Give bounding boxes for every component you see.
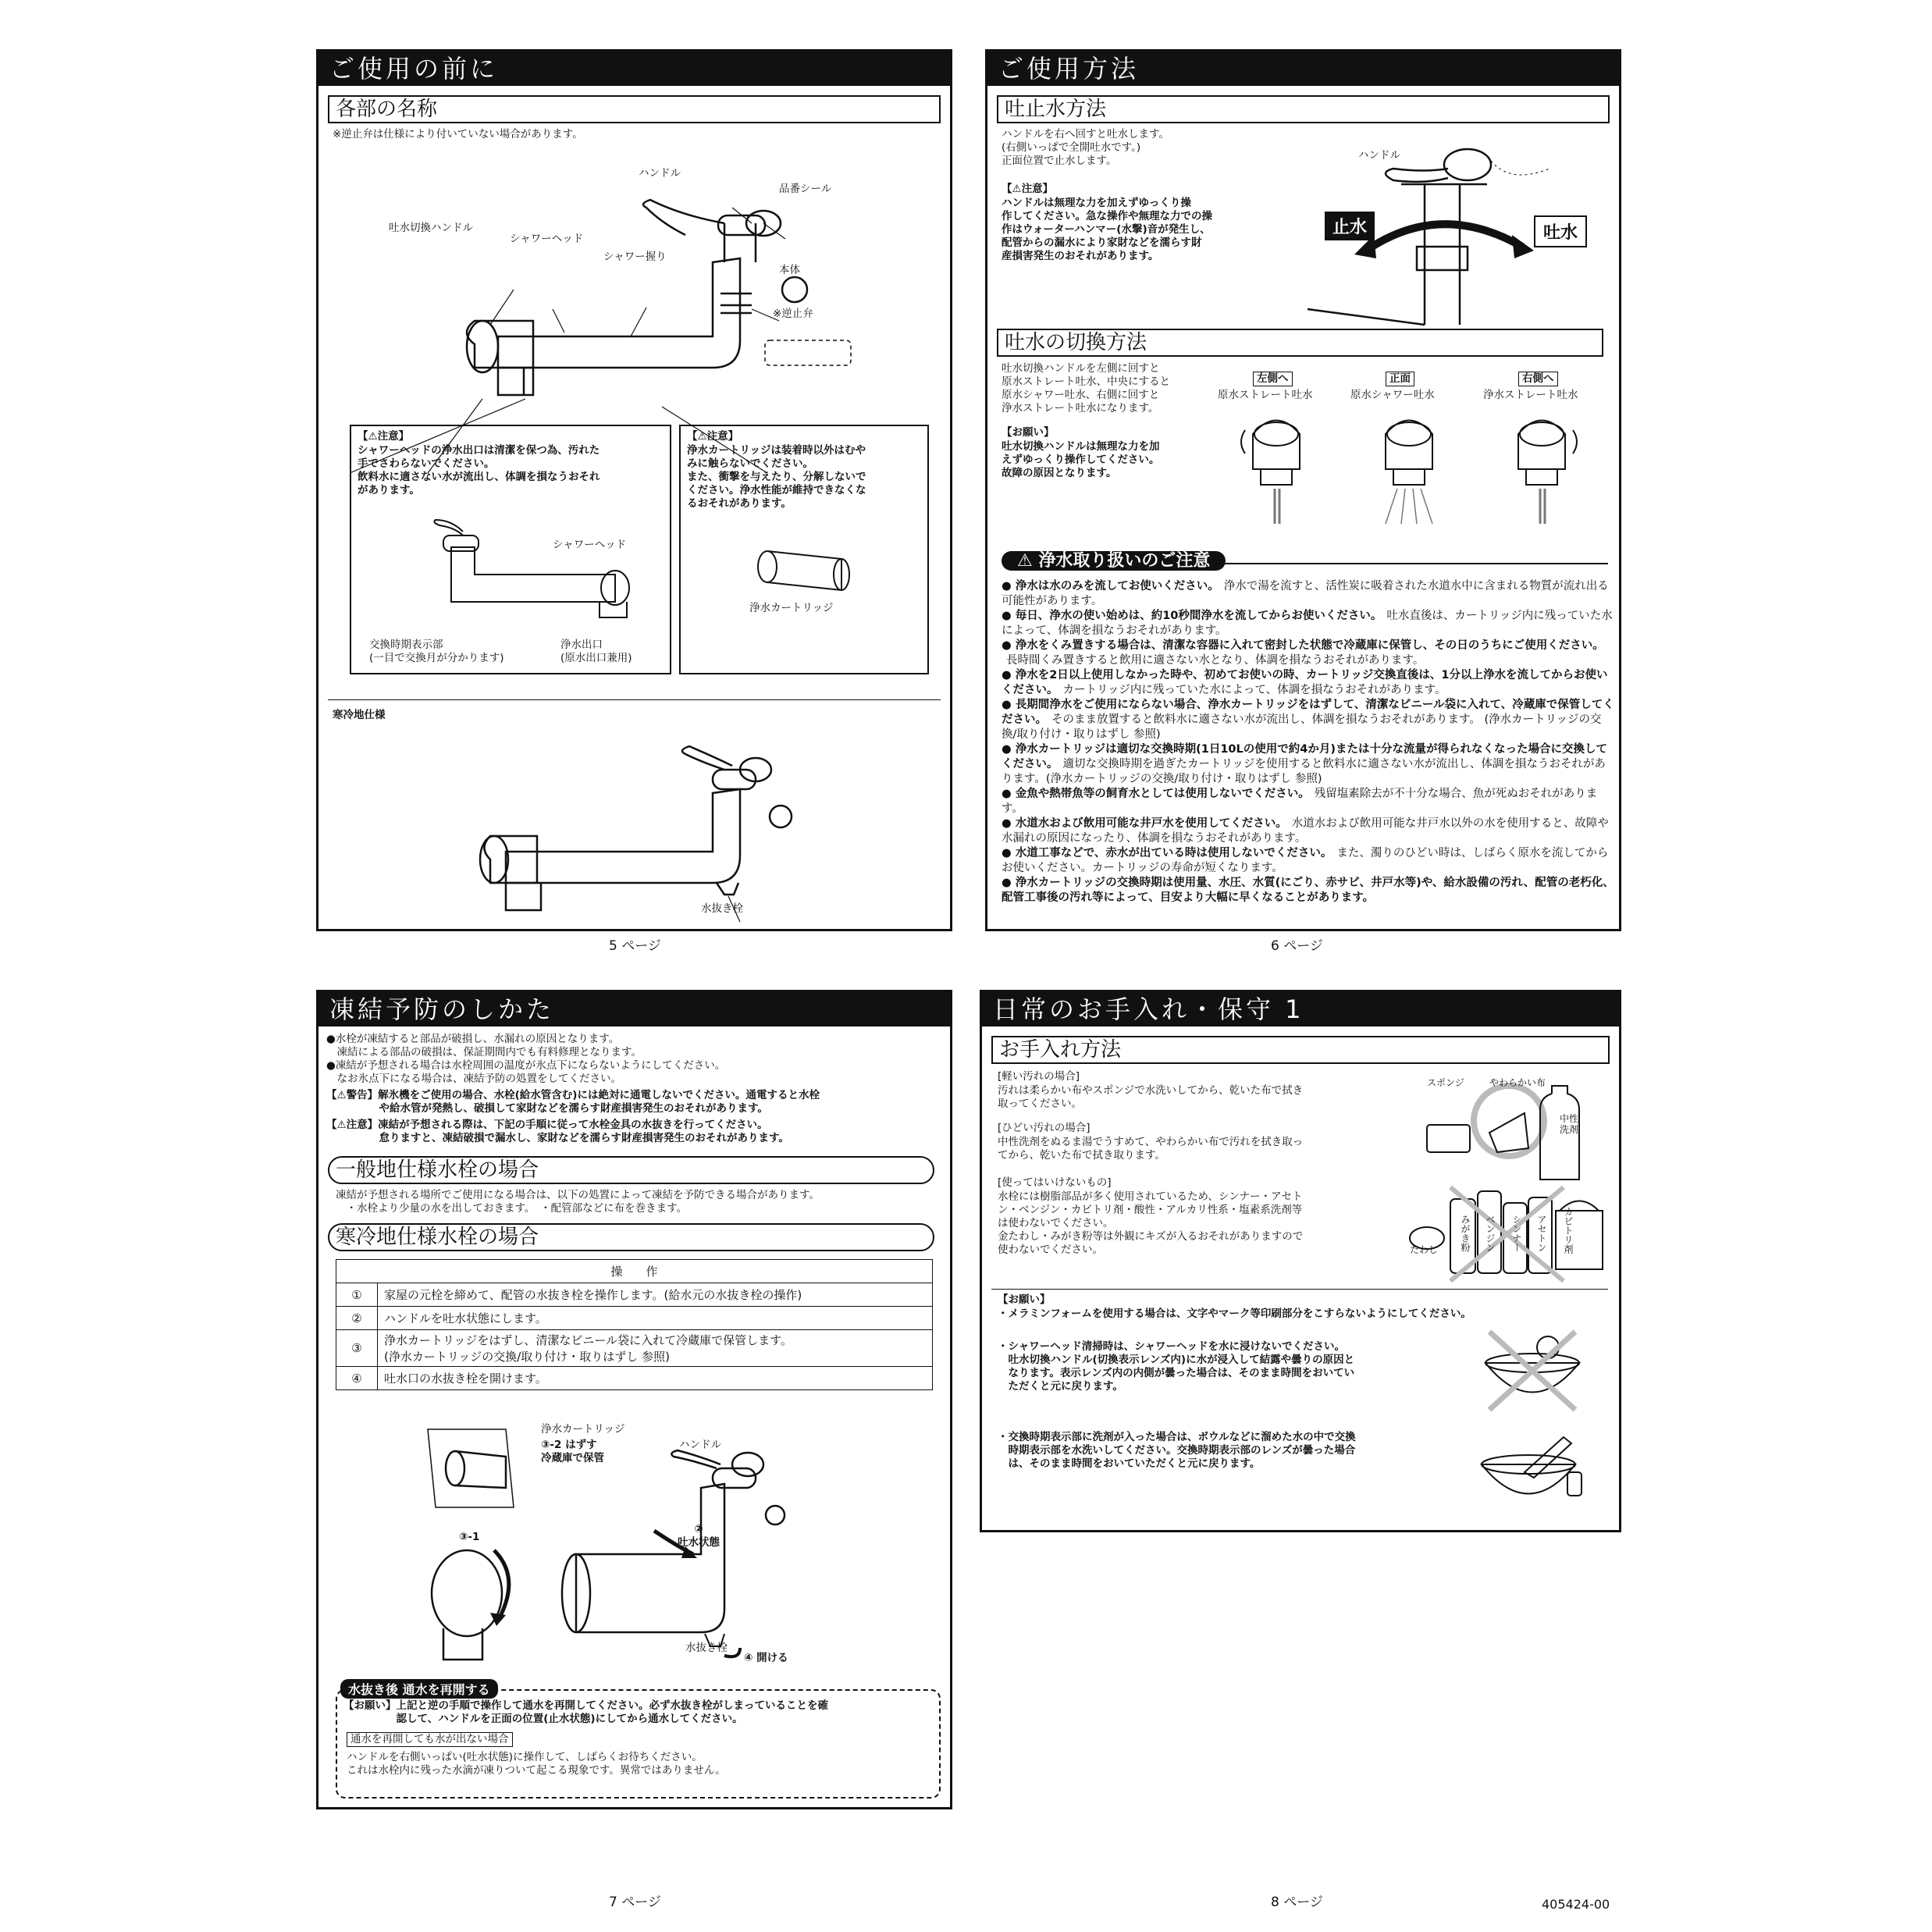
step-text: 吐水口の水抜き栓を開けます。 [378,1367,933,1390]
detergent-label: 中性 洗剤 [1560,1113,1579,1135]
migaki-label: みがき粉 [1460,1215,1471,1252]
notice-item [1002,668,1614,698]
step-number: ③ [336,1330,378,1367]
mode-name: 原水シャワー吐水 [1350,389,1435,401]
mode-name: 原水ストレート吐水 [1218,389,1313,401]
label-shower-grip: シャワー握り [603,251,667,263]
notice-item [1002,639,1614,668]
notice-heading: ● 浄水は水のみを流してお使いください。 [1002,580,1219,592]
forbidden-items-illustration [1404,1176,1606,1285]
page-6-panel [985,49,1621,931]
notice-detail: また、濁りのひどい時は、しばらく原水を流してからお使いください。カートリッジの寿命が短くなります。 [1002,847,1609,874]
cold-spec-title: 寒冷地仕様 [333,709,386,721]
caution-text: 【⚠注意】凍結が予想される際は、下記の手順に従って水栓金具の水抜きを行ってください。 怠りますと、凍結破損で漏水し、家財などを濡らす財産損害発生のおそれがあります。 [326,1119,789,1144]
table-row [336,1367,933,1390]
label-seal: 品番シール [779,183,832,195]
step-number: ② [336,1307,378,1330]
step-number: ① [336,1283,378,1307]
nouse-text: 水栓には樹脂部品が多く使用されているため、シンナー・アセト ン・ベンジン・カビトリ剤・酸性・アルカリ性系・塩素系洗剤等 は使わないでください。 金たわし・みがき粉等は外観にキズが入るおそれがありますので 使わないでください。 [998,1190,1304,1256]
notice-detail: 適切な交換時期を過ぎたカートリッジを使用すると飲料水に適さない水が流出し、体調を損なうおそれがあります。(浄水カートリッジの交換/取り付け・取りはずし 参照) [1002,758,1606,785]
bowl-wash-illustration [1478,1429,1587,1515]
notice-list [1002,579,1614,906]
request-3: ・交換時期表示部に洗剤が入った場合は、ボウルなどに溜めた水の中で交換 時期表示部を水洗いしてください。交換時期表示部のレンズが曇った場合 は、そのまま時間をおいていただくと元に戻ります。 [998,1431,1356,1470]
table-header: 操 作 [336,1260,933,1283]
notice-item [1002,742,1614,787]
light-text: 汚れは柔らかい布やスポンジで水洗いしてから、乾いた布で拭き 取ってください。 [998,1084,1304,1110]
spray-mode-icon [1495,411,1589,528]
heavy-text: 中性洗剤をぬるま湯でうすめて、やわらかい布で汚れを拭き取っ てから、乾いた布で拭き取ります。 [998,1136,1304,1162]
table-row [336,1283,933,1307]
spray-mode-icon [1229,411,1323,528]
section-title-1: 吐止水方法 [997,95,1610,123]
detail-label-shower-head: シャワーヘッド [553,539,627,551]
page-8-panel [980,990,1621,1532]
section-title: 各部の名称 [328,95,941,123]
page-title: 日常のお手入れ・保守 1 [982,992,1619,1026]
flow-tag: 吐水 [1534,215,1587,247]
caution-right-head: 【⚠注意】 [687,430,739,443]
fig-step3-2: ③-2 はずす 冷蔵庫で保管 [541,1439,604,1464]
sec1-text: ハンドルを右へ回すと吐水します。 (右側いっぱで全開吐水です。) 正面位置で止水します。 [1002,128,1169,167]
document-code: 405424-00 [1542,1897,1610,1912]
drain-label: 水抜き栓 [701,902,743,915]
label-handle: ハンドル [639,167,681,180]
shower-head-detail-illustration [420,516,654,625]
label-check-valve: ※逆止弁 [773,308,813,320]
fig-cartridge-label: 浄水カートリッジ [541,1423,625,1436]
page-title: 凍結予防のしかた [318,992,950,1026]
label-shower-head: シャワーヘッド [510,233,584,245]
fig-step2: ② 吐水状態 [678,1523,720,1549]
notice-heading: ● 毎日、浄水の使い始めは、約10秒間浄水を流してからお使いください。 [1002,610,1382,622]
notice-rule [1222,563,1608,564]
notice-detail: 残留塩素除去が不十分な場合、魚が死ぬおそれがあります。 [1002,788,1598,815]
step-number: ④ [336,1367,378,1390]
heavy-head: [ひどい汚れの場合] [998,1122,1091,1134]
thinner-label: シンナー [1511,1215,1522,1252]
acetone-label: アセトン [1536,1215,1547,1252]
notice-detail: カートリッジ内に残っていた水によって、体調を損なうおそれがあります。 [1062,684,1446,696]
page-title: ご使用方法 [987,52,1619,86]
cloth-label: やわらかい布 [1489,1077,1546,1088]
sec1-text: 凍結が予想される場所でご使用になる場合は、以下の処置によって凍結を予防できる場合があります。 ・水栓より少量の水を出しておきます。 ・配管部などに布を巻きます。 [336,1189,820,1215]
section-title: お手入れ方法 [991,1036,1610,1064]
note-text: ※逆止弁は仕様により付いていない場合があります。 [333,128,583,141]
page-number-8: 8 ページ [1271,1895,1323,1910]
table-row [336,1330,933,1367]
divider [328,699,941,700]
intro-text: ●水栓が凍結すると部品が破損し、水漏れの原因となります。 凍結による部品の破損は、保証期間内でも有料修理となります。 ●凍結が予想される場合は水栓周囲の温度が氷点下にならないようにしてください。 なお氷点下になる場合は、凍結予防の処置をしてください。 [326,1033,726,1085]
notice-detail: 水道水および飲用可能な井戸水以外の水を使用すると、故障や水漏れの原因になったり、体調を損なうおそれがあります。 [1002,817,1609,845]
notice-title: ⚠ 浄水取り扱いのご注意 [1002,551,1226,571]
cold-faucet-illustration [490,723,802,910]
resume-tag: 水抜き後 通水を再開する [340,1679,498,1699]
mode-position-tag: 右側へ [1518,372,1558,386]
faucet-illustration [318,145,955,473]
page-5-panel [316,49,952,931]
notice-item [1002,787,1614,817]
resume-box-title: 通水を再開しても水が出ない場合 [347,1732,513,1747]
fig-drain-label: 水抜き栓 [685,1642,728,1654]
kabitori-label: カビトリ剤 [1563,1207,1574,1254]
notice-heading: ● 水道水および飲用可能な井戸水を使用してください。 [1002,817,1287,830]
caution-left-text: シャワーヘッドの浄水出口は清潔を保つ為、汚れた 手でさわらないでください。 飲料水に適さない水が流出し、体調を損なうおそれ があります。 [358,444,600,496]
notice-heading: ● 浄水カートリッジは適切な交換時期(1日10Lの使用で約4か月)または十分な流量が得られなくなった場合に交換してください。 [1002,743,1607,770]
handle-label: ハンドル [1358,149,1400,162]
drain-procedure-illustration [420,1414,857,1687]
fig-step3-1: ③-1 [459,1531,480,1543]
notice-heading: ● 浄水カートリッジの交換時期は使用量、水圧、水質(にごり、赤サビ、井戸水等)や、給水設備の汚れ、配管の老朽化、配管工事後の汚れ等によって、目安より大幅に早くなることがあります。 [1002,877,1614,904]
warning-text: 【⚠警告】解氷機をご使用の場合、水栓(給水管含む)には絶対に通電しないでください。通電すると水栓 や給水管が発熱し、破損して家財などを濡らす財産損害発生のおそれがあります。 [326,1089,820,1115]
mode-name: 浄水ストレート吐水 [1483,389,1578,401]
notice-detail: 吐水直後は、カートリッジ内に残っていた水によって、体調を損なうおそれがあります。 [1002,610,1613,637]
resume-text: ハンドルを右側いっぱい(吐水状態)に操作して、しばらくお待ちください。 これは水栓内に残った水滴が凍りついて起こる現象です。異常ではありません。 [347,1751,726,1777]
caution-left-head: 【⚠注意】 [358,430,410,443]
notice-heading: ● 長期間浄水をご使用にならない場合、浄水カートリッジをはずして、清潔なビニール袋に入れて、冷蔵庫で保管してください。 [1002,699,1614,726]
notice-item [1002,609,1614,639]
request-2: ・シャワーヘッド清掃時は、シャワーヘッドを水に浸けないでください。 吐水切換ハンドル(切換表示レンズ内)に水が浸入して結露や曇りの原因と なります。表示レンズ内の内側が曇った場合は、そのまま時間をおいてい ただくと元に戻ります。 [998,1340,1355,1393]
cartridge-illustration [756,547,857,594]
tawashi-label: たわし [1410,1244,1439,1255]
fig-step4: ④ 開ける [744,1652,788,1664]
section-title-2: 寒冷地仕様水栓の場合 [328,1223,934,1251]
benzine-label: ベンジン [1485,1215,1496,1252]
notice-heading: ● 浄水をくみ置きする場合は、清潔な容器に入れて密封した状態で冷蔵庫に保管し、その日のうちにご使用ください。 [1002,639,1604,652]
page-title: ご使用の前に [318,52,950,86]
notice-item [1002,579,1614,609]
detail-label-indicator: 交換時期表示部 (一目で交換月が分かります) [369,639,504,664]
sec1-caution-text: ハンドルは無理な力を加えずゆっくり操 作してください。急な操作や無理な力での操 作はウォーターハンマー(水撃)音が発生し、 配管からの漏水により家財などを濡らす財 産損害発生のおそれがあります。 [1002,197,1212,262]
step-text: 家屋の元栓を締めて、配管の水抜き栓を操作します。(給水元の水抜き栓の操作) [378,1283,933,1307]
divider [991,1289,1608,1290]
notice-heading: ● 金魚や熱帯魚等の飼育水としては使用しないでください。 [1002,788,1310,800]
table-row [336,1307,933,1330]
notice-item [1002,817,1614,846]
request-1: ・メラミンフォームを使用する場合は、文字やマーク等印刷部分をこすらないようにしてください。 [998,1308,1471,1320]
cartridge-label: 浄水カートリッジ [749,602,834,614]
bowl-no-illustration [1482,1328,1583,1414]
page-number-5: 5 ページ [609,938,661,954]
resume-request: 【お願い】上記と逆の手順で操作して通水を再開してください。必ず水抜き栓がしまっていることを確 認して、ハンドルを正面の位置(止水状態)にしてから通水してください。 [343,1699,828,1725]
notice-heading: ● 浄水を2日以上使用しなかった時や、初めてお使いの時、カートリッジ交換直後は、1分以上浄水を流してからお使いください。 [1002,669,1608,696]
page-7-panel [316,990,952,1809]
notice-detail: 長時間くみ置きすると飲用に適さない水となり、体調を損なうおそれがあります。 [1006,654,1425,667]
section-title-2: 吐水の切換方法 [997,329,1603,357]
operation-table [336,1259,933,1390]
stop-tag: 止水 [1325,212,1375,240]
light-head: [軽い汚れの場合] [998,1070,1080,1083]
section-title-1: 一般地仕様水栓の場合 [328,1156,934,1184]
fig-handle-label: ハンドル [679,1439,721,1451]
notice-item [1002,846,1614,876]
notice-item [1002,876,1614,906]
mode-position-tag: 左側へ [1253,372,1293,386]
page-number-7: 7 ページ [609,1895,661,1910]
request-head: 【お願い】 [998,1293,1051,1306]
sec2-request-head: 【お願い】 [1002,426,1055,439]
notice-detail: そのまま放置すると飲料水に適さない水が流出し、体調を損なうおそれがあります。 (浄水カートリッジの交換/取り付け・取りはずし 参照) [1002,713,1602,741]
sec2-text: 吐水切換ハンドルを左側に回すと 原水ストレート吐水、中央にすると 原水シャワー吐水、右側に回すと 浄水ストレート吐水になります。 [1002,362,1170,415]
page-number-6: 6 ページ [1271,938,1323,954]
sec1-caution-head: 【⚠注意】 [1002,183,1054,195]
spray-mode-icon [1362,411,1456,528]
sec2-request-text: 吐水切換ハンドルは無理な力を加 えずゆっくり操作してください。 故障の原因となります。 [1002,440,1160,479]
nouse-head: [使ってはいけないもの] [998,1176,1112,1189]
notice-item [1002,698,1614,742]
mode-position-tag: 正面 [1386,372,1414,386]
detail-label-outlet: 浄水出口 (原水出口兼用) [560,639,632,664]
sponge-label: スポンジ [1427,1077,1464,1088]
step-text: ハンドルを吐水状態にします。 [378,1307,933,1330]
notice-detail: 浄水で湯を流すと、活性炭に吸着された水道水中に含まれる物質が流れ出る可能性があります。 [1002,580,1609,607]
label-switch-handle: 吐水切換ハンドル [389,222,473,234]
caution-right-text: 浄水カートリッジは装着時以外はむや みに触らないでください。 また、衝撃を与えたり、分解しないで ください。浄水性能が維持できなくな るおそれがあります。 [687,444,866,510]
notice-heading: ● 水道工事などで、赤水が出ている時は使用しないでください。 [1002,847,1332,859]
label-body: 本体 [779,264,800,276]
step-text: 浄水カートリッジをはずし、清潔なビニール袋に入れて冷蔵庫で保管します。 (浄水カートリッジの交換/取り付け・取りはずし 参照) [378,1330,933,1367]
